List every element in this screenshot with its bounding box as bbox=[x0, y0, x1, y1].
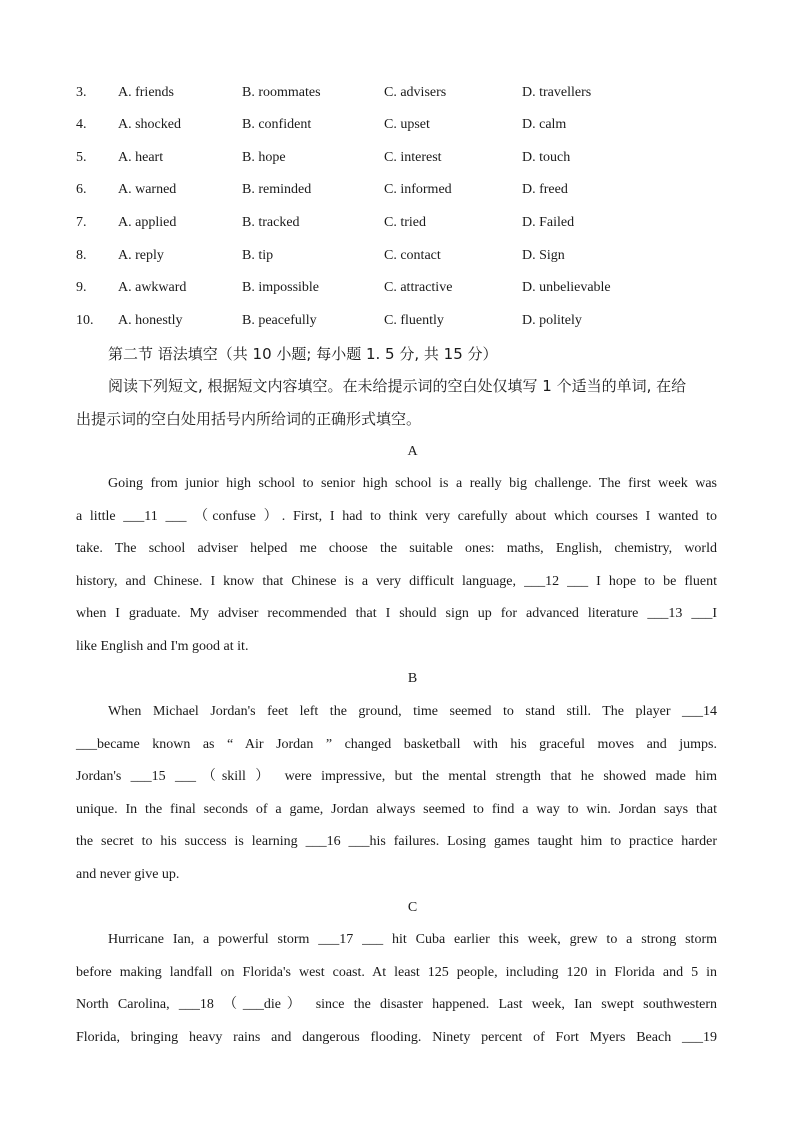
option-b: B. tracked bbox=[242, 215, 300, 230]
option-b: B. hope bbox=[242, 150, 286, 165]
option-a: A. friends bbox=[118, 85, 174, 100]
passage-line: a little ___11 ___ （confuse ）. First, I had to think very carefully about which courses I wanted to bbox=[76, 509, 717, 524]
option-row bbox=[0, 278, 793, 298]
option-a: A. shocked bbox=[118, 117, 181, 132]
option-row bbox=[0, 311, 793, 331]
option-d: D. touch bbox=[522, 150, 571, 165]
option-c: C. informed bbox=[384, 182, 452, 197]
passage-line: Going from junior high school to senior high school is a really big challenge. The first week was bbox=[108, 476, 717, 491]
passage-line: Jordan's ___15 ___（skill ） were impressive, but the mental strength that he showed made him bbox=[76, 769, 717, 784]
option-c: C. upset bbox=[384, 117, 430, 132]
passage-line: the secret to his success is learning ___16 ___his failures. Losing games taught him to practice harder bbox=[76, 834, 717, 849]
option-b: B. impossible bbox=[242, 280, 320, 295]
passage-line: Hurricane Ian, a powerful storm ___17 ___ hit Cuba earlier this week, grew to a strong storm bbox=[108, 932, 717, 947]
passage-line: take. The school adviser helped me choose the suitable ones: maths, English, chemistry, world bbox=[76, 541, 717, 556]
option-b: B. roommates bbox=[242, 85, 321, 100]
section-heading: 第二节 语法填空（共 10 小题; 每小题 1. 5 分, 共 15 分） bbox=[108, 345, 498, 363]
question-number: 3. bbox=[76, 85, 87, 100]
question-number: 5. bbox=[76, 150, 87, 165]
passage-line: and never give up. bbox=[76, 867, 180, 882]
passage-c-label: C bbox=[407, 900, 418, 915]
question-number: 6. bbox=[76, 182, 87, 197]
passage-line: ___became known as “ Air Jordan ” changed basketball with his graceful moves and jumps. bbox=[76, 737, 717, 752]
passage-line: Florida, bringing heavy rains and dangerous flooding. Ninety percent of Fort Myers Beach ___19 bbox=[76, 1030, 717, 1045]
option-row bbox=[0, 115, 793, 135]
passage-line: like English and I'm good at it. bbox=[76, 639, 249, 654]
option-a: A. reply bbox=[118, 248, 164, 263]
option-d: D. unbelievable bbox=[522, 280, 611, 295]
option-b: B. peacefully bbox=[242, 313, 317, 328]
option-d: D. travellers bbox=[522, 85, 592, 100]
option-a: A. heart bbox=[118, 150, 164, 165]
question-number: 8. bbox=[76, 248, 87, 263]
option-a: A. awkward bbox=[118, 280, 187, 295]
option-b: B. reminded bbox=[242, 182, 312, 197]
passage-line: before making landfall on Florida's west coast. At least 125 people, including 120 in Florida and 5 in bbox=[76, 965, 717, 980]
question-number: 10. bbox=[76, 313, 94, 328]
passage-line: When Michael Jordan's feet left the ground, time seemed to stand still. The player ___14 bbox=[108, 704, 717, 719]
option-a: A. applied bbox=[118, 215, 177, 230]
passage-a-label: A bbox=[407, 444, 418, 459]
passage-line: unique. In the final seconds of a game, Jordan always seemed to find a way to win. Jordan says that bbox=[76, 802, 717, 817]
question-number: 9. bbox=[76, 280, 87, 295]
option-b: B. tip bbox=[242, 248, 274, 263]
option-d: D. Sign bbox=[522, 248, 565, 263]
option-row bbox=[0, 148, 793, 168]
option-row bbox=[0, 180, 793, 200]
section-instruction: 阅读下列短文, 根据短文内容填空。在未给提示词的空白处仅填写 1 个适当的单词, 在给 bbox=[108, 377, 687, 395]
option-c: C. tried bbox=[384, 215, 426, 230]
option-b: B. confident bbox=[242, 117, 312, 132]
option-row bbox=[0, 246, 793, 266]
option-c: C. fluently bbox=[384, 313, 444, 328]
option-d: D. calm bbox=[522, 117, 567, 132]
option-a: A. warned bbox=[118, 182, 177, 197]
option-c: C. interest bbox=[384, 150, 442, 165]
passage-b-label: B bbox=[407, 671, 418, 686]
option-d: D. politely bbox=[522, 313, 582, 328]
option-d: D. freed bbox=[522, 182, 568, 197]
option-a: A. honestly bbox=[118, 313, 183, 328]
passage-line: North Carolina, ___18 （___die） since the disaster happened. Last week, Ian swept southwestern bbox=[76, 997, 717, 1012]
question-number: 7. bbox=[76, 215, 87, 230]
option-c: C. contact bbox=[384, 248, 441, 263]
option-d: D. Failed bbox=[522, 215, 575, 230]
option-row bbox=[0, 213, 793, 233]
option-c: C. advisers bbox=[384, 85, 447, 100]
option-row bbox=[0, 83, 793, 103]
passage-line: when I graduate. My adviser recommended that I should sign up for advanced literature ___13 ___I bbox=[76, 606, 717, 621]
option-c: C. attractive bbox=[384, 280, 453, 295]
question-number: 4. bbox=[76, 117, 87, 132]
passage-line: history, and Chinese. I know that Chinese is a very difficult language, ___12 ___ I hope to be fluent bbox=[76, 574, 717, 589]
section-instruction: 出提示词的空白处用括号内所给词的正确形式填空。 bbox=[76, 410, 422, 428]
